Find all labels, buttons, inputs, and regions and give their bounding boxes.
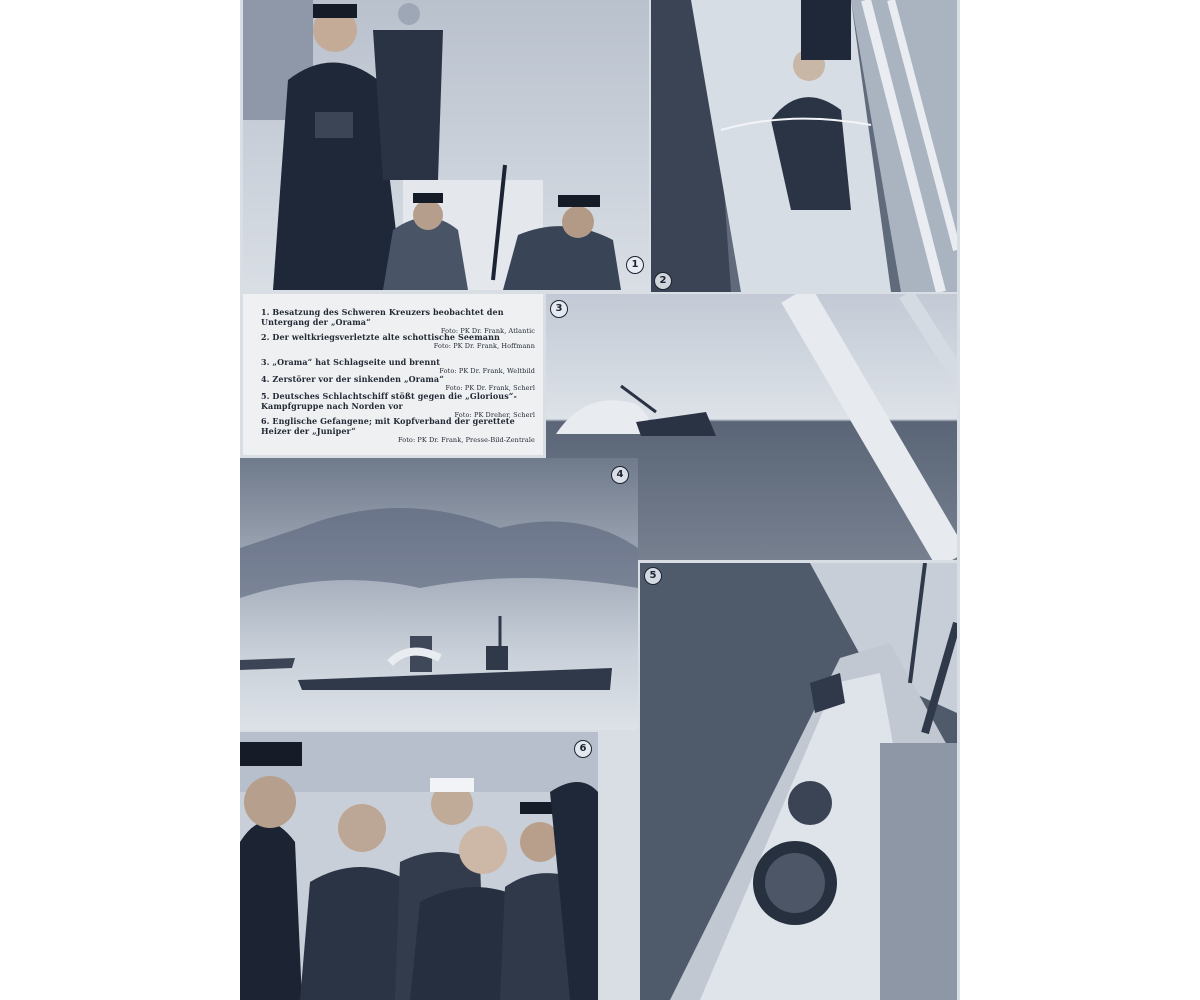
caption-6-credit: Foto: PK Dr. Frank, Presse-Bild-Zentrale	[397, 436, 535, 444]
caption-1-text: 1. Besatzung des Schweren Kreuzers beobachtet den Untergang der „Orama“	[261, 307, 504, 327]
caption-4-credit: Foto: PK Dr. Frank, Scherl	[445, 384, 535, 392]
caption-1	[261, 307, 535, 335]
caption-box	[243, 294, 543, 455]
magazine-page	[240, 0, 960, 1000]
caption-6	[261, 416, 535, 444]
caption-2-credit: Foto: PK Dr. Frank, Hoffmann	[433, 342, 535, 350]
caption-6-text: 6. Englische Gefangene; mit Kopfverband der gerettete Heizer der „Juniper“	[261, 416, 515, 436]
caption-5-text: 5. Deutsches Schlachtschiff stößt gegen die „Glorious“-Kampfgruppe nach Norden vor	[261, 391, 517, 411]
photo-number-6: 6	[574, 740, 592, 758]
caption-3	[261, 357, 535, 375]
photo-number-3: 3	[550, 300, 568, 318]
caption-3-credit: Foto: PK Dr. Frank, Weltbild	[439, 367, 535, 375]
photo-number-4: 4	[611, 466, 629, 484]
caption-2	[261, 332, 535, 350]
caption-4-text: 4. Zerstörer vor der sinkenden „Orama“	[261, 374, 444, 384]
caption-3-text: 3. „Orama“ hat Schlagseite und brennt	[261, 357, 441, 367]
caption-2-text: 2. Der weltkriegsverletzte alte schottische Seemann	[261, 332, 500, 342]
photo-number-5: 5	[644, 567, 662, 585]
photo-crew-watching	[243, 0, 649, 290]
photo-scottish-seaman	[651, 0, 957, 292]
photo-prisoners	[240, 732, 598, 1000]
photo-destroyer	[240, 458, 638, 730]
photo-number-1: 1	[626, 256, 644, 274]
caption-4	[261, 374, 535, 392]
caption-5	[261, 391, 535, 419]
photo-number-2: 2	[654, 272, 672, 290]
photo-battleship	[640, 563, 957, 1000]
caption-1-credit: Foto: PK Dr. Frank, Atlantic	[440, 327, 535, 335]
caption-5-credit: Foto: PK Dreher, Scherl	[454, 411, 535, 419]
